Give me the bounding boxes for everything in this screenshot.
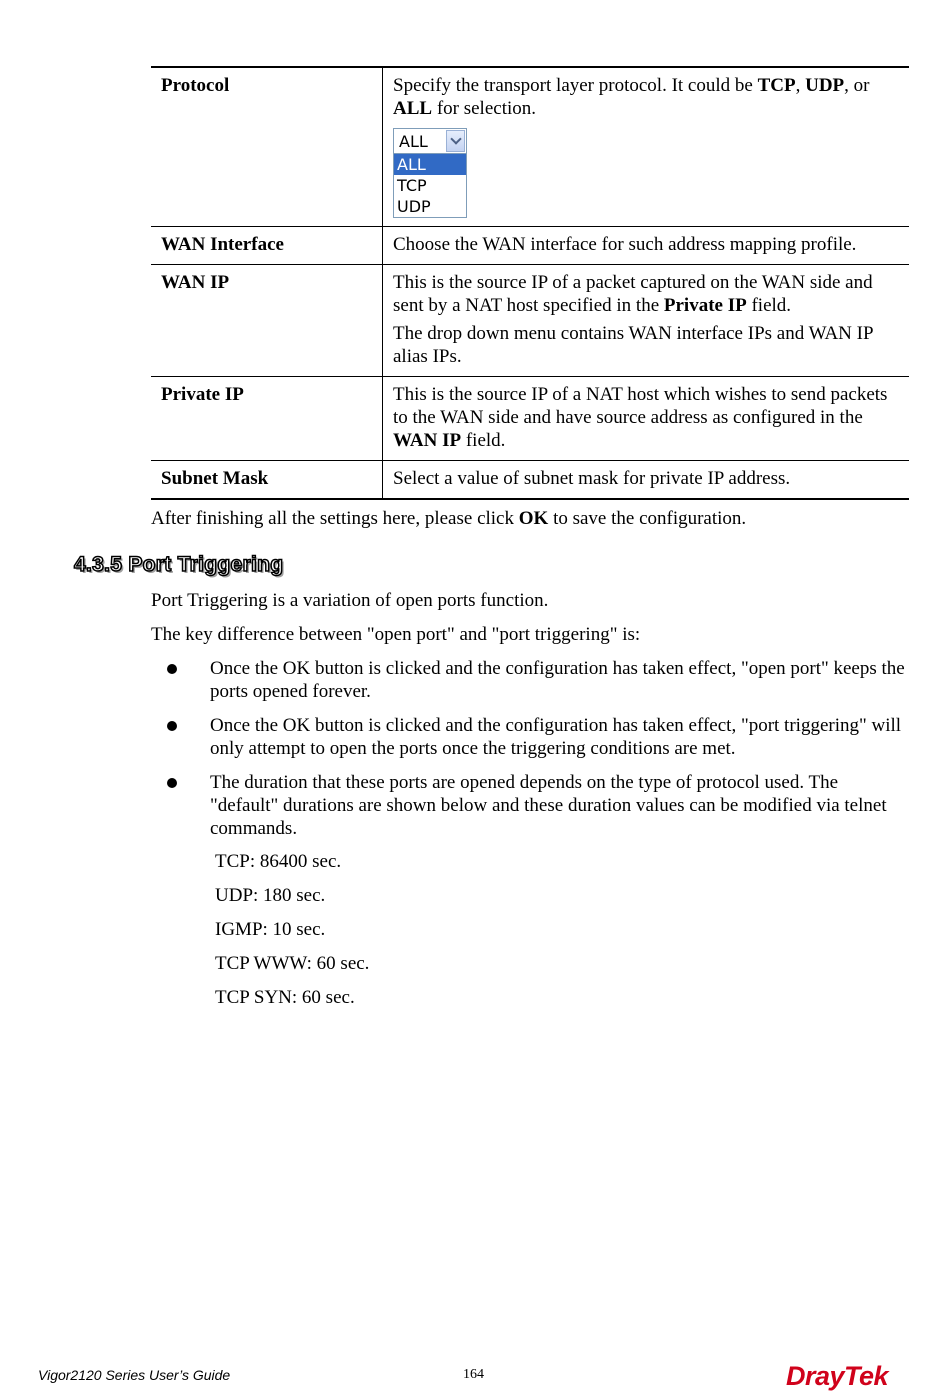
- row-term: Private IP: [151, 377, 383, 461]
- protocol-options-list: [393, 154, 467, 218]
- row-term: WAN IP: [151, 265, 383, 377]
- after-settings-note: After finishing all the settings here, please click OK to save the configuration.: [151, 508, 747, 529]
- row-term: WAN Interface: [151, 227, 383, 265]
- list-item: The duration that these ports are opened depends on the type of protocol used. The "default" durations are shown below and these duration values can be modified via telnet commands.: [151, 771, 911, 840]
- bullet-icon: [167, 721, 177, 731]
- list-item: Once the OK button is clicked and the configuration has taken effect, "port triggering" will only attempt to open the ports once the triggering conditions are met.: [151, 714, 911, 760]
- protocol-option: ALL: [394, 154, 466, 175]
- chevron-down-icon: [450, 133, 461, 144]
- draytek-logo: DrayTek: [786, 1361, 889, 1391]
- protocol-option: TCP: [397, 176, 427, 195]
- table-row: [151, 67, 909, 227]
- key-difference-paragraph: The key difference between "open port" and "port triggering" is:: [151, 624, 641, 645]
- row-description: Choose the WAN interface for such address mapping profile.: [393, 234, 857, 255]
- table-row: [151, 265, 909, 377]
- parameter-table: [151, 66, 909, 500]
- duration-item: IGMP: 10 sec.: [215, 919, 326, 940]
- page-number: 164: [463, 1367, 484, 1382]
- protocol-select-screenshot: [393, 128, 467, 218]
- protocol-option: UDP: [397, 197, 431, 216]
- row-description: Select a value of subnet mask for private IP address.: [393, 468, 791, 489]
- table-row: [151, 377, 909, 461]
- protocol-select: [393, 128, 467, 154]
- duration-item: TCP WWW: 60 sec.: [215, 953, 370, 974]
- bullet-icon: [167, 664, 177, 674]
- row-term: Subnet Mask: [151, 461, 383, 500]
- duration-item: TCP SYN: 60 sec.: [215, 987, 355, 1008]
- dropdown-button: [446, 130, 465, 152]
- list-item: Once the OK button is clicked and the configuration has taken effect, "open port" keeps the ports opened forever.: [151, 657, 911, 703]
- row-term: Protocol: [151, 67, 383, 227]
- duration-item: TCP: 86400 sec.: [215, 851, 342, 872]
- duration-item: UDP: 180 sec.: [215, 885, 326, 906]
- intro-paragraph: Port Triggering is a variation of open ports function.: [151, 590, 549, 611]
- protocol-description: Specify the transport layer protocol. It could be TCP, UDP, or ALL for selection.: [393, 75, 870, 119]
- section-heading: 4.3.5 Port Triggering: [74, 553, 284, 576]
- bullet-icon: [167, 778, 177, 788]
- protocol-select-value: ALL: [399, 131, 428, 151]
- row-description: This is the source IP of a NAT host which wishes to send packets to the WAN side and have source address as configured in the WAN IP field.: [393, 384, 888, 451]
- table-row: [151, 461, 909, 500]
- row-description: This is the source IP of a packet captured on the WAN side and sent by a NAT host specified in the Private IP field. The drop down menu contains WAN interface IPs and WAN IP alias IPs.: [393, 272, 873, 367]
- row-description: [383, 67, 910, 227]
- footer-guide-title: Vigor2120 Series User’s Guide: [38, 1367, 231, 1383]
- table-row: [151, 227, 909, 265]
